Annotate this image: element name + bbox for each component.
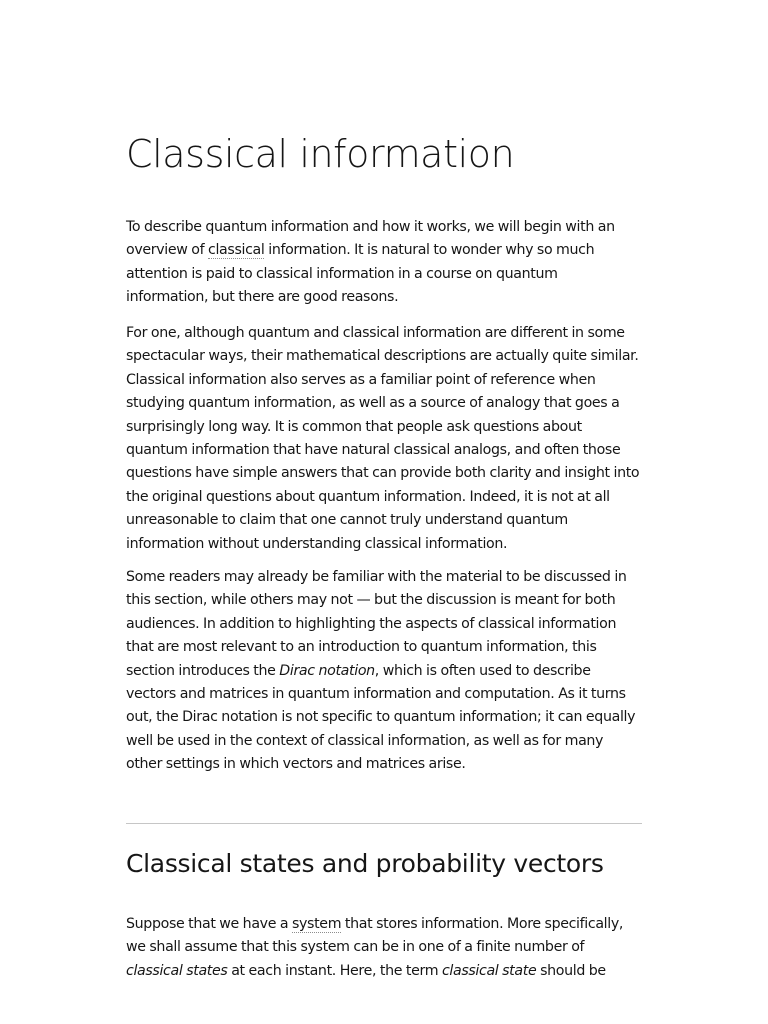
paragraph-line: this section, while others may not — but the discussion is meant for both bbox=[126, 592, 616, 609]
emphasis-classical-states: classical states bbox=[126, 962, 228, 979]
paragraph-line: spectacular ways, their mathematical descriptions are actually quite similar. bbox=[126, 348, 639, 365]
paragraph-line: questions have simple answers that can provide both clarity and insight into bbox=[126, 465, 640, 482]
emphasis-classical-state: classical state bbox=[441, 962, 537, 979]
paragraph-line: For one, although quantum and classical information are different in some bbox=[126, 325, 625, 341]
text-run: section introduces the bbox=[126, 662, 280, 679]
audience-paragraph bbox=[126, 566, 642, 777]
text-run: information. It is natural to wonder why so much bbox=[264, 242, 595, 259]
paragraph-line: quantum information that have natural classical analogs, and often those bbox=[126, 442, 621, 459]
paragraph-line: other settings in which vectors and matrices arise. bbox=[126, 756, 466, 773]
paragraph-line: studying quantum information, as well as a source of analogy that goes a bbox=[126, 395, 620, 412]
glossary-term-system[interactable]: system bbox=[291, 916, 342, 932]
text-run: , which is often used to describe bbox=[374, 662, 591, 679]
paragraph-line: audiences. In addition to highlighting the aspects of classical information bbox=[126, 615, 617, 632]
paragraph-line bbox=[126, 913, 642, 936]
intro-paragraph bbox=[126, 216, 642, 310]
emphasis-dirac-notation: Dirac notation bbox=[279, 662, 375, 679]
text-run: Suppose that we have a bbox=[126, 916, 292, 932]
paragraph-line: that are most relevant to an introduction to quantum information, this bbox=[126, 639, 597, 656]
text-run: at each instant. Here, the term bbox=[227, 962, 442, 979]
text-run: should be bbox=[536, 962, 606, 979]
motivation-paragraph bbox=[126, 322, 642, 556]
paragraph-line: Classical information also serves as a familiar point of reference when bbox=[126, 371, 596, 388]
paragraph-line: well be used in the context of classical information, as well as for many bbox=[126, 732, 604, 749]
paragraph-line: surprisingly long way. It is common that people ask questions about bbox=[126, 418, 582, 435]
glossary-term-classical[interactable]: classical bbox=[208, 242, 265, 259]
paragraph-line bbox=[126, 960, 642, 983]
paragraph-line: Some readers may already be familiar with the material to be discussed in bbox=[126, 569, 627, 585]
paragraph-line: out, the Dirac notation is not specific to quantum information; it can equally bbox=[126, 709, 636, 726]
section-divider bbox=[126, 823, 642, 824]
paragraph-line: information, but there are good reasons. bbox=[126, 289, 399, 306]
paragraph-line bbox=[126, 239, 642, 262]
states-paragraph bbox=[126, 913, 642, 983]
paragraph-line bbox=[126, 660, 642, 683]
paragraph-line: unreasonable to claim that one cannot truly understand quantum bbox=[126, 512, 568, 529]
page-title: Classical information bbox=[126, 132, 515, 176]
text-run: overview of bbox=[126, 242, 209, 259]
paragraph-line: vectors and matrices in quantum information and computation. As it turns bbox=[126, 686, 626, 703]
paragraph-line: To describe quantum information and how it works, we will begin with an bbox=[126, 219, 615, 235]
section-heading: Classical states and probability vectors bbox=[126, 849, 604, 878]
paragraph-line: the original questions about quantum information. Indeed, it is not at all bbox=[126, 488, 610, 505]
paragraph-line: attention is paid to classical information in a course on quantum bbox=[126, 265, 558, 282]
text-run: that stores information. More specifically, bbox=[341, 916, 624, 932]
paragraph-line: we shall assume that this system can be in one of a finite number of bbox=[126, 939, 585, 956]
paragraph-line: information without understanding classical information. bbox=[126, 535, 508, 552]
